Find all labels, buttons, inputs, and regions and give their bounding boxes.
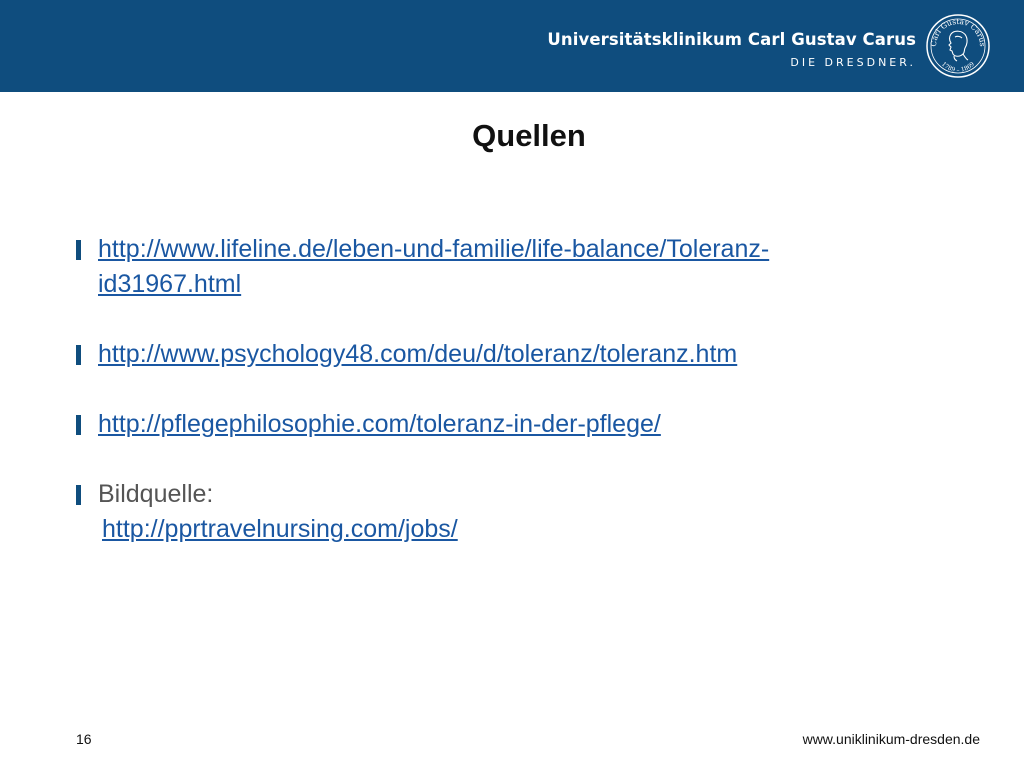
brand-block xyxy=(547,30,916,69)
link-text-line-1: http://www.lifeline.de/leben-und-familie/life-balance/Toleranz- xyxy=(98,235,770,263)
header-bar xyxy=(0,0,1024,92)
image-credit-label: Bildquelle: xyxy=(98,480,214,508)
source-item-lifeline xyxy=(74,232,954,302)
seal-years: 1789 – 1869 xyxy=(939,60,977,74)
source-link-lifeline[interactable] xyxy=(98,235,769,298)
source-item-pflegephilosophie xyxy=(74,407,954,442)
bullet-marker xyxy=(76,485,81,505)
svg-text:Carl Gustav Carus xyxy=(929,17,987,47)
profile-portrait xyxy=(949,31,968,61)
slide-title: Quellen xyxy=(472,118,586,153)
page-number: 16 xyxy=(76,731,92,747)
bullet-marker xyxy=(76,345,81,365)
source-item-psychology48 xyxy=(74,337,954,372)
source-link-pflegephilosophie[interactable]: http://pflegephilosophie.com/toleranz-in-der-pflege/ xyxy=(98,410,661,438)
bullet-marker xyxy=(76,415,81,435)
svg-text:1789 – 1869 xyxy=(940,61,976,74)
source-link-pprtravelnursing[interactable]: http://pprtravelnursing.com/jobs/ xyxy=(102,515,458,543)
bullet-marker xyxy=(76,240,81,260)
university-seal-icon xyxy=(924,12,992,80)
institution-name: Universitätsklinikum Carl Gustav Carus xyxy=(547,30,916,49)
seal-text: Carl Gustav Carus xyxy=(928,16,988,47)
sources-list xyxy=(74,232,954,547)
source-item-image-credit xyxy=(74,477,954,547)
institution-tagline: DIE DRESDNER. xyxy=(790,56,916,69)
source-link-psychology48[interactable]: http://www.psychology48.com/deu/d/toleranz/toleranz.htm xyxy=(98,340,738,368)
link-text-line-2: id31967.html xyxy=(98,270,242,298)
footer-website: www.uniklinikum-dresden.de xyxy=(802,731,980,747)
